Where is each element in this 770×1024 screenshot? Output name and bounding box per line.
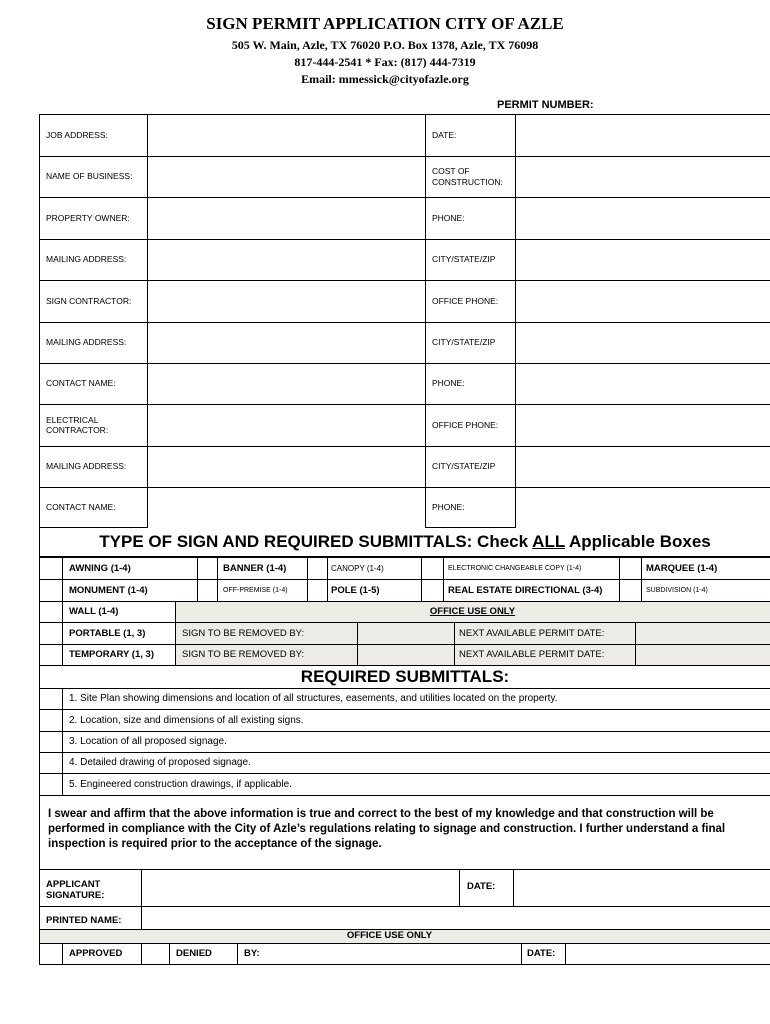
permit-number-input[interactable] — [612, 99, 762, 115]
job-address-field[interactable] — [148, 115, 425, 156]
phone-field[interactable] — [516, 198, 770, 239]
subdivision-checkbox[interactable] — [620, 580, 641, 601]
portable-checkbox[interactable] — [40, 623, 62, 644]
temporary-next-permit-field[interactable] — [636, 645, 770, 665]
property-owner-field[interactable] — [148, 198, 425, 239]
sign-contractor-label: SIGN CONTRACTOR: — [46, 295, 132, 306]
contact-name-field[interactable] — [148, 488, 425, 528]
city-state-zip-field[interactable] — [516, 447, 770, 487]
list-item: 1. Site Plan showing dimensions and location of all structures, easements, and utilities located on the property. — [69, 693, 558, 704]
city-state-zip-field[interactable] — [516, 240, 770, 280]
submittals-heading: REQUIRED SUBMITTALS: — [39, 665, 770, 688]
date-label: DATE: — [432, 129, 457, 140]
temporary-removed-by-label: SIGN TO BE REMOVED BY: — [182, 649, 305, 660]
submittal-3-checkbox[interactable] — [40, 732, 62, 752]
office-phone-field[interactable] — [516, 405, 770, 446]
mailing-address-label: MAILING ADDRESS: — [46, 337, 127, 348]
electrical-contractor-label: ELECTRICAL CONTRACTOR: — [46, 414, 109, 435]
approved-label: APPROVED — [69, 947, 123, 959]
awning-checkbox[interactable] — [40, 558, 62, 579]
signature-date-label: DATE: — [467, 881, 496, 892]
name-of-business-field[interactable] — [148, 157, 425, 197]
portable-next-permit-label: NEXT AVAILABLE PERMIT DATE: — [459, 627, 605, 639]
temporary-label: TEMPORARY (1, 3) — [69, 649, 154, 660]
electronic-label: ELECTRONIC CHANGEABLE COPY (1-4) — [448, 564, 582, 572]
electronic-checkbox[interactable] — [422, 558, 443, 579]
contact-name-field[interactable] — [148, 364, 425, 404]
by-label: BY: — [244, 947, 260, 959]
list-item: 3. Location of all proposed signage. — [69, 736, 227, 747]
office-use-only-label: OFFICE USE ONLY — [429, 606, 516, 617]
marquee-label: MARQUEE (1-4) — [646, 562, 718, 574]
contact-name-label: CONTACT NAME: — [46, 502, 116, 513]
property-owner-label: PROPERTY OWNER: — [46, 212, 130, 223]
date-field[interactable] — [516, 115, 770, 156]
mailing-address-field[interactable] — [148, 447, 425, 487]
city-state-zip-label: CITY/STATE/ZIP — [432, 337, 496, 348]
portable-removed-by-field[interactable] — [358, 623, 454, 644]
phone-label: PHONE: — [432, 212, 465, 223]
monument-label: MONUMENT (1-4) — [69, 584, 148, 596]
phone-field[interactable] — [516, 364, 770, 404]
mailing-address-label: MAILING ADDRESS: — [46, 254, 127, 265]
cost-of-construction-field[interactable] — [516, 157, 770, 197]
submittals-list — [39, 688, 770, 795]
phone-field[interactable] — [516, 488, 770, 528]
submittal-5-checkbox[interactable] — [40, 774, 62, 795]
subdivision-label: SUBDIVISION (1-4) — [646, 586, 708, 594]
phone-label: PHONE: — [432, 502, 465, 513]
applicant-info-table — [39, 114, 770, 528]
temporary-removed-by-field[interactable] — [358, 645, 454, 665]
submittal-2-checkbox[interactable] — [40, 710, 62, 731]
submittal-4-checkbox[interactable] — [40, 753, 62, 773]
off-premise-label: OFF-PREMISE (1-4) — [223, 586, 288, 594]
canopy-label: CANOPY (1-4) — [331, 563, 384, 573]
signature-block — [39, 869, 770, 964]
office-date-label: DATE: — [527, 947, 556, 959]
contact-name-label: CONTACT NAME: — [46, 378, 116, 389]
phone-label: PHONE: — [432, 378, 465, 389]
denied-label: DENIED — [176, 947, 212, 959]
city-phone: 817-444-2541 * Fax: (817) 444-7319 — [294, 55, 476, 69]
denied-checkbox[interactable] — [142, 944, 169, 964]
page-title: SIGN PERMIT APPLICATION CITY OF AZLE — [206, 14, 564, 33]
list-item: 2. Location, size and dimensions of all existing signs. — [69, 714, 304, 726]
off-premise-checkbox[interactable] — [198, 580, 217, 601]
wall-checkbox[interactable] — [40, 602, 62, 622]
mailing-address-label: MAILING ADDRESS: — [46, 461, 127, 472]
city-state-zip-label: CITY/STATE/ZIP — [432, 254, 496, 265]
sign-contractor-field[interactable] — [148, 281, 425, 322]
printed-name-label: PRINTED NAME: — [46, 915, 122, 926]
city-email: Email: mmessick@cityofazle.org — [301, 72, 469, 86]
real-estate-checkbox[interactable] — [422, 580, 443, 601]
mailing-address-field[interactable] — [148, 240, 425, 280]
marquee-checkbox[interactable] — [620, 558, 641, 579]
submittal-1-checkbox[interactable] — [40, 689, 62, 709]
city-address: 505 W. Main, Azle, TX 76020 P.O. Box 1378, Azle, TX 76098 — [231, 38, 539, 52]
permit-number-label: PERMIT NUMBER: — [497, 99, 594, 111]
applicant-signature-field[interactable] — [142, 870, 459, 906]
mailing-address-field[interactable] — [148, 323, 425, 363]
office-date-field[interactable] — [566, 944, 770, 964]
real-estate-label: REAL ESTATE DIRECTIONAL (3-4) — [448, 584, 603, 596]
portable-removed-by-label: SIGN TO BE REMOVED BY: — [182, 627, 305, 639]
portable-next-permit-field[interactable] — [636, 623, 770, 644]
applicant-signature-label: APPLICANT SIGNATURE: — [46, 879, 105, 902]
permit-number-field[interactable] — [612, 96, 762, 112]
banner-checkbox[interactable] — [198, 558, 217, 579]
temporary-next-permit-label: NEXT AVAILABLE PERMIT DATE: — [459, 649, 605, 660]
banner-label: BANNER (1-4) — [223, 562, 287, 574]
city-state-zip-label: CITY/STATE/ZIP — [432, 461, 496, 472]
pole-label: POLE (1-5) — [331, 584, 380, 596]
wall-label: WALL (1-4) — [69, 606, 119, 617]
signature-date-field[interactable] — [514, 870, 770, 906]
job-address-label: JOB ADDRESS: — [46, 129, 108, 140]
canopy-checkbox[interactable] — [308, 558, 327, 579]
approved-checkbox[interactable] — [40, 944, 62, 964]
monument-checkbox[interactable] — [40, 580, 62, 601]
office-phone-label: OFFICE PHONE: — [432, 419, 499, 430]
temporary-checkbox[interactable] — [40, 645, 62, 665]
printed-name-field[interactable] — [142, 907, 770, 929]
sign-type-heading: TYPE OF SIGN AND REQUIRED SUBMITTALS: Check ALL Applicable Boxes — [39, 528, 770, 557]
affirmation-statement: I swear and affirm that the above information is true and correct to the best of my knowledge and that construction will be performed in compliance with the City of Azle’s regulations relating to signage and construction. I further understand a final inspection is required prior to the acceptance of the signage. — [39, 795, 770, 869]
pole-checkbox[interactable] — [308, 580, 327, 601]
office-phone-label: OFFICE PHONE: — [432, 295, 499, 306]
list-item: 4. Detailed drawing of proposed signage. — [69, 757, 251, 768]
list-item: 5. Engineered construction drawings, if applicable. — [69, 778, 292, 790]
office-phone-field[interactable] — [516, 281, 770, 322]
name-of-business-label: NAME OF BUSINESS: — [46, 171, 133, 182]
electrical-contractor-field[interactable] — [148, 405, 425, 446]
by-field[interactable] — [264, 944, 521, 964]
office-use-only-label: OFFICE USE ONLY — [346, 930, 433, 942]
city-state-zip-field[interactable] — [516, 323, 770, 363]
cost-of-construction-label: COST OF CONSTRUCTION: — [432, 166, 503, 187]
awning-label: AWNING (1-4) — [69, 562, 131, 574]
sign-type-grid — [39, 557, 770, 665]
portable-label: PORTABLE (1, 3) — [69, 627, 146, 639]
